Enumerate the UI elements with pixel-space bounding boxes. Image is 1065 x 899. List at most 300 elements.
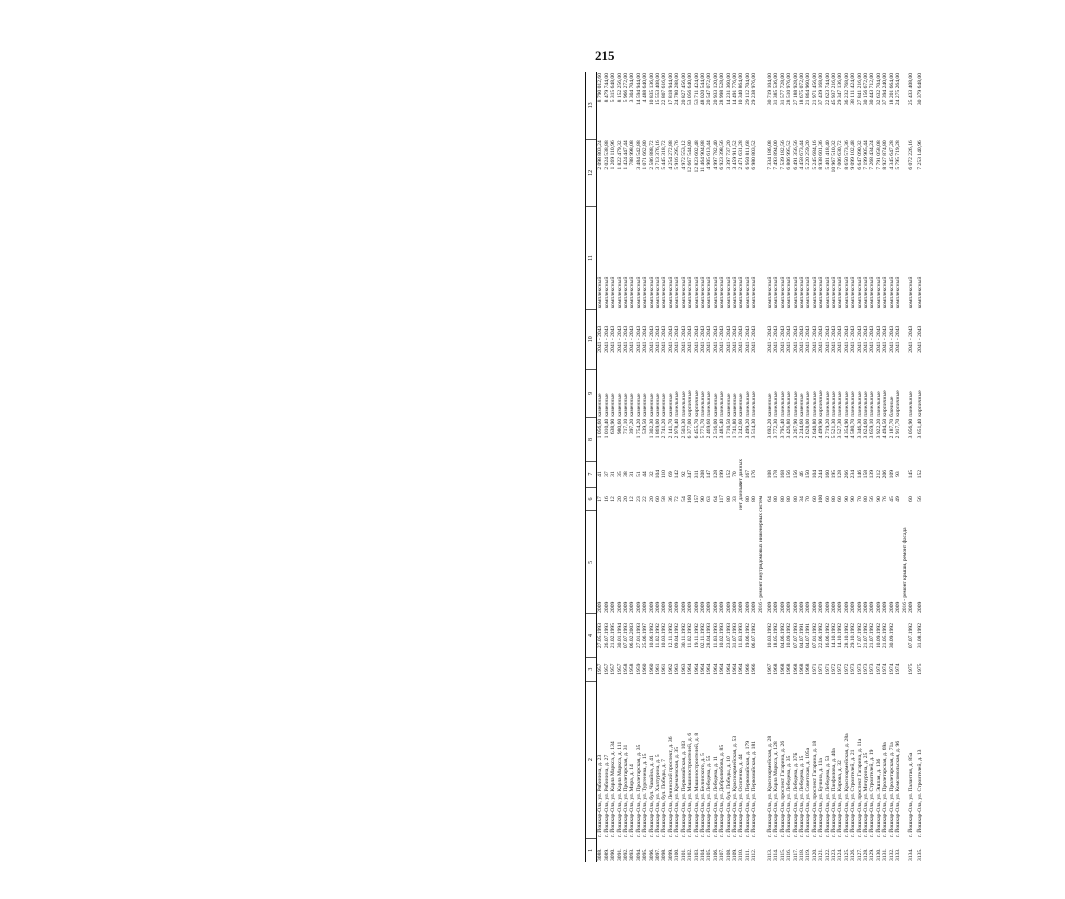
- cell-col-12: 3 459 911,52: [731, 140, 738, 170]
- cell-col-11: комплексный: [719, 276, 726, 309]
- cell-col-6: 20: [623, 496, 630, 502]
- cell-col-4: 07.07.1993: [792, 622, 799, 649]
- cell-col-10: 2041 - 2043: [603, 325, 610, 353]
- cell-col-10: 2041 - 2043: [837, 325, 844, 353]
- cell-col-4: 11.02.1992: [655, 623, 662, 649]
- cell-col-1: 3096.: [648, 848, 655, 861]
- cell-col-10: 2041 - 2043: [661, 325, 668, 353]
- cell-col-4: 26.07.1993: [603, 622, 610, 649]
- cell-col-7: 128: [712, 469, 719, 479]
- cell-col-8: 4 499,90: [818, 418, 825, 439]
- cell-col-10: 2041 - 2043: [719, 325, 726, 353]
- cell-col-13: 30 156 672,00: [863, 73, 870, 106]
- cell-col-7: 32: [648, 471, 655, 477]
- cell-col-7: 206: [882, 469, 889, 479]
- cell-col-8: 3 267,90: [792, 418, 799, 439]
- cell-col-13: 20 827 456,00: [680, 73, 687, 106]
- cell-col-2: г. Йошкар-Ола, ул. Белинского, д. 5: [699, 753, 706, 838]
- cell-col-1: 3133.: [895, 848, 902, 861]
- cell-col-2: г. Йошкар-Ола, ул. Красноармейская, д. 53: [731, 735, 738, 838]
- cell-col-4: 16.06.1992: [824, 622, 831, 649]
- cell-col-2: г. Йошкар-Ола, ул. Красноармейская, д. 28а: [843, 733, 850, 838]
- cell-col-2: г. Йошкар-Ола, ул. Осипенко, д. 44: [738, 754, 745, 838]
- cell-col-10: 2041 - 2043: [773, 325, 780, 353]
- cell-col-11: комплексный: [766, 276, 773, 309]
- cell-col-13: 53 711 424,00: [693, 73, 700, 105]
- cell-col-10: 2041 - 2043: [706, 325, 713, 353]
- cell-col-6: 63: [706, 496, 713, 502]
- cell-col-4: 30.09.1992: [888, 622, 895, 649]
- cell-col-12: 5 916 295,76: [674, 140, 681, 170]
- cell-col-4: 28.10.1992: [843, 622, 850, 649]
- cell-col-9: панельные: [699, 391, 706, 417]
- cell-col-5: 2009: [635, 601, 642, 613]
- cell-col-5: 2009: [661, 601, 668, 613]
- cell-col-12: 6 980 803,52: [751, 140, 758, 170]
- cell-col-8: 1 056,60: [597, 418, 604, 439]
- cell-col-8: 1 710,50: [725, 418, 732, 439]
- cell-col-6: 90: [843, 496, 850, 502]
- cell-col-13: 38 111 424,00: [850, 73, 857, 105]
- cell-col-9: каменные: [635, 393, 642, 417]
- cell-col-4: 21.05.1992: [882, 622, 889, 649]
- cell-col-4: 10.03.1992: [661, 622, 668, 649]
- cell-col-7: 37: [603, 471, 610, 477]
- cell-col-10: 2041 - 2043: [875, 325, 882, 353]
- cell-col-11: комплексный: [642, 276, 649, 309]
- cell-col-6: 58: [661, 496, 668, 502]
- cell-col-7: 158: [863, 469, 870, 479]
- cell-col-7: 38: [623, 471, 630, 477]
- cell-col-7: 146: [856, 469, 863, 479]
- cell-col-5: 2009: [882, 601, 889, 613]
- cell-col-8: 3 624,60: [863, 418, 870, 439]
- cell-col-6: 54: [680, 496, 687, 502]
- cell-col-9: панельные: [837, 391, 844, 417]
- cell-col-11: комплексный: [699, 276, 706, 309]
- cell-col-9: панельные: [875, 391, 882, 417]
- cell-col-13: 22 623 744,00: [824, 73, 831, 106]
- cell-col-2: г. Йошкар-Ола, ул. Рябинина, д. 23: [597, 754, 604, 838]
- cell-col-11: комплексный: [843, 276, 850, 309]
- cell-col-4: 22.06.1992: [818, 622, 825, 649]
- cell-col-5: 2009: [907, 601, 914, 613]
- cell-col-11: комплексный: [786, 276, 793, 309]
- cell-col-4: 04.07.1991: [805, 622, 812, 649]
- cell-col-3: 1968: [773, 663, 780, 675]
- cell-col-13: 4 488 640,00: [642, 73, 649, 103]
- cell-col-13: 14 491 776,00: [731, 73, 738, 106]
- cell-col-12: 6 806 995,52: [786, 140, 793, 170]
- cell-col-4: 06.02.2003: [629, 622, 636, 649]
- cell-col-11: комплексный: [779, 276, 786, 309]
- cell-col-13: 53 056 640,00: [687, 73, 694, 106]
- cell-col-3: 1973: [869, 663, 876, 675]
- cell-col-9: панельные: [805, 391, 812, 417]
- cell-col-1: 3121.: [818, 848, 825, 861]
- cell-col-10: 2041 - 2043: [667, 325, 674, 353]
- cell-col-1: 3118.: [799, 848, 805, 861]
- cell-col-3: 1960: [648, 663, 655, 675]
- cell-col-12: 3 713 376,16: [655, 140, 662, 170]
- cell-col-3: 1964: [738, 663, 745, 675]
- cell-col-4: 10.09.1992: [786, 622, 793, 649]
- cell-col-8: 3 514,30: [751, 418, 758, 439]
- cell-col-11: комплексный: [648, 276, 655, 309]
- cell-col-2: г. Йошкар-Ола, ул. Мира, д. 14: [629, 764, 636, 838]
- cell-col-2: г. Йошкар-Ола, бул. Победы, д. 10: [725, 756, 732, 838]
- cell-col-3: 1957: [610, 663, 617, 675]
- cell-col-5: 2009: [863, 601, 870, 613]
- cell-col-12: 1 822 479,32: [616, 140, 623, 170]
- cell-col-3: 1974: [895, 663, 902, 675]
- cell-col-10: 2041 - 2043: [597, 325, 604, 353]
- cell-col-9: панельные: [680, 391, 687, 417]
- cell-col-11: комплексный: [818, 276, 825, 309]
- cell-col-9: панельные: [773, 391, 780, 417]
- cell-col-1: 3103.: [693, 848, 700, 861]
- cell-col-3: 1966: [751, 663, 758, 675]
- cell-col-2: г. Йошкар-Ола, ул. Палантая, д. 85а: [907, 752, 914, 838]
- cell-col-13: 24 275 264,00: [895, 73, 902, 106]
- cell-col-6: 80: [786, 496, 793, 502]
- cell-col-10: 2041 - 2043: [895, 325, 902, 353]
- cell-col-12: 5 245 684,16: [811, 140, 818, 170]
- cell-col-9: каменные: [738, 393, 745, 417]
- cell-col-2: г. Йошкар-Ола, проспект Гагарина, д. 26: [779, 740, 786, 838]
- cell-col-12: 4 458 673,44: [799, 140, 805, 170]
- cell-col-2: г. Йошкар-Ола, ул. Лебедева, д. 37Б: [792, 752, 799, 838]
- cell-col-11: комплексный: [616, 276, 623, 309]
- cell-col-2: г. Йошкар-Ола, ул. Пролетарская, д. 69а: [882, 742, 889, 838]
- cell-col-2: г. Йошкар-Ола, ул. Кирова, д. 32: [837, 760, 844, 838]
- cell-col-6: 17: [597, 496, 604, 502]
- cell-col-2: г. Йошкар-Ола, ул. Первомайская, д. 179: [744, 740, 751, 838]
- cell-col-9: панельные: [869, 391, 876, 417]
- cell-col-10: 2041 - 2043: [824, 325, 831, 353]
- cell-col-4: 27.05.1993: [597, 622, 604, 649]
- cell-col-4: 21.07.1992: [869, 622, 876, 649]
- cell-col-1: 3099.: [667, 848, 674, 861]
- cell-col-1: 3108.: [725, 848, 732, 861]
- cell-col-11: комплексный: [805, 276, 812, 309]
- cell-col-9: каменные: [629, 393, 636, 417]
- cell-col-2: г. Йошкар-Ола, ул. Красноармейская, д. 28: [766, 735, 773, 838]
- cell-col-4: 29.10.1992: [850, 622, 857, 649]
- cell-col-10: 2041 - 2043: [751, 325, 758, 353]
- cell-col-6: 22: [642, 496, 649, 502]
- cell-col-4: 31.08.1992: [917, 622, 924, 649]
- column-number-9: 9: [586, 369, 597, 418]
- cell-col-3: 1968: [786, 663, 793, 675]
- cell-col-9: кирпичные: [895, 390, 902, 417]
- cell-col-2: г. Йошкар-Ола, Ленинский проспект, д. 36: [667, 736, 674, 838]
- cell-col-8: 2 141,70: [667, 418, 674, 439]
- cell-col-13: 29 238 976,00: [751, 73, 758, 106]
- cell-col-3: 1964: [731, 663, 738, 675]
- cell-col-5: 2009: [792, 601, 799, 613]
- cell-col-6: 56: [917, 496, 924, 502]
- cell-col-6: 80: [725, 496, 732, 502]
- cell-col-2: г. Йошкар-Ола, ул. Лебедева, д. 11: [712, 755, 719, 838]
- cell-col-8: 2 628,00: [805, 418, 812, 439]
- cell-col-2: г. Йошкар-Ола, ул. Пролетарская, д. 35: [635, 744, 642, 838]
- cell-col-11: комплексный: [693, 276, 700, 309]
- cell-col-4: 28.04.1993: [706, 622, 713, 649]
- cell-col-13: 32 632 704,00: [875, 73, 882, 106]
- cell-col-9: панельные: [850, 391, 857, 417]
- cell-col-5: 2009: [687, 601, 694, 613]
- cell-col-3: 1974: [875, 663, 882, 675]
- cell-col-2: г. Йошкар-Ола, бул. Победы, д. 7: [661, 759, 668, 838]
- cell-col-3: 1958: [623, 663, 630, 675]
- cell-col-9: каменные: [731, 393, 738, 417]
- cell-col-13: 37 439 168,00: [818, 73, 825, 106]
- cell-col-5: 2009: [917, 601, 924, 613]
- cell-col-7: 156: [786, 469, 793, 479]
- cell-col-5: 2009: [786, 601, 793, 613]
- cell-col-11: комплексный: [831, 276, 838, 309]
- cell-col-11: комплексный: [882, 276, 889, 309]
- cell-col-6: 16: [603, 496, 610, 502]
- cell-col-2: г. Йошкар-Ола, ул. Комсомольская, д. 96: [895, 740, 902, 838]
- cell-col-11: комплексный: [917, 276, 924, 309]
- cell-col-7: 178: [773, 469, 780, 479]
- cell-col-4: 11.03.1993: [712, 623, 719, 649]
- cell-col-10: 2041 - 2043: [744, 325, 751, 353]
- cell-col-11: комплексный: [680, 276, 687, 309]
- cell-col-7: 150: [805, 469, 812, 479]
- cell-col-10: 2041 - 2043: [818, 325, 825, 353]
- cell-col-13: 17 818 944,00: [667, 73, 674, 106]
- cell-col-13: 20 547 072,00: [706, 73, 713, 106]
- cell-col-3: 1972: [837, 663, 844, 675]
- cell-col-12: 6 072 226,16: [907, 140, 914, 170]
- cell-col-9: каменные: [597, 393, 604, 417]
- cell-col-5: 2009: [766, 601, 773, 613]
- column-number-4: 4: [586, 614, 597, 657]
- cell-col-2: г. Йошкар-Ола, бул. Чавайна, д. 41: [648, 755, 655, 838]
- cell-col-6: 90: [699, 496, 706, 502]
- cell-col-8: 1 741,80: [731, 418, 738, 439]
- cell-col-3: 1957: [616, 663, 623, 675]
- cell-col-8: 2 187,70: [888, 418, 895, 439]
- cell-col-4: 10.06.1992: [648, 622, 655, 649]
- cell-col-7: 347: [687, 469, 694, 479]
- cell-col-4: 23.07.1993: [725, 622, 732, 649]
- cell-col-7: 147: [706, 469, 713, 479]
- cell-col-4: 21.02.1995: [610, 622, 617, 649]
- cell-col-11: комплексный: [667, 276, 674, 309]
- cell-col-5: 2009: [824, 601, 831, 613]
- cell-col-6: 90: [850, 496, 857, 502]
- cell-col-7: 145: [907, 469, 914, 479]
- cell-col-13: 29 112 704,00: [744, 73, 751, 105]
- cell-col-7: 104: [811, 469, 818, 479]
- column-number-1: 1: [586, 838, 597, 862]
- cell-col-11: комплексный: [655, 276, 662, 309]
- cell-col-4: 18.05.1992: [773, 622, 780, 649]
- cell-col-8: 3 692,20: [766, 418, 773, 439]
- cell-col-3: 1959: [635, 663, 642, 675]
- cell-col-10: 2041 - 2043: [869, 325, 876, 353]
- cell-col-11: комплексный: [712, 276, 719, 309]
- cell-col-8: 4 494,50: [882, 418, 889, 439]
- cell-col-9: панельные: [779, 391, 786, 417]
- cell-col-12: 7 199 905,44: [863, 140, 870, 170]
- cell-col-12: 1 269 110,96: [610, 140, 617, 170]
- cell-col-11: комплексный: [751, 276, 758, 309]
- cell-col-8: 2 469,60: [706, 418, 713, 439]
- cell-col-7: 44: [642, 471, 649, 477]
- cell-col-12: 4 997 782,40: [712, 140, 719, 170]
- cell-col-1: 3090.: [610, 848, 617, 861]
- cell-col-3: 1966: [744, 663, 751, 675]
- cell-col-12: 5 795 719,28: [895, 140, 902, 170]
- cell-col-12: 5 401 418,40: [824, 140, 831, 170]
- cell-col-9: панельные: [863, 391, 870, 417]
- cell-col-5: 2009: [623, 601, 630, 613]
- cell-col-10: 2041 - 2043: [738, 325, 745, 353]
- cell-col-12: 6 647 090,32: [856, 140, 863, 170]
- cell-col-7: 195: [831, 469, 838, 479]
- cell-col-3: 1964: [693, 663, 700, 675]
- cell-col-11: комплексный: [863, 276, 870, 309]
- cell-col-9: каменные: [655, 393, 662, 417]
- cell-col-2: г. Йошкар-Ола, ул. Карла Маркса, д. 128: [773, 741, 780, 838]
- cell-col-5: 2009: [667, 601, 674, 613]
- cell-col-3: 1960: [642, 663, 649, 675]
- cell-col-1: 3122.: [824, 848, 831, 861]
- cell-col-1: 3101.: [680, 848, 687, 861]
- cell-col-8: 1 754,20: [635, 418, 642, 439]
- cell-col-2: г. Йошкар-Ола, ул. Первомайская, д. 103: [680, 740, 687, 838]
- cell-col-3: 1972: [843, 663, 850, 675]
- cell-col-9: панельные: [831, 391, 838, 417]
- cell-col-1: 3113.: [766, 848, 773, 861]
- cell-col-13: 31 577 728,00: [779, 73, 786, 106]
- cell-col-7: 208: [699, 469, 706, 479]
- cell-col-7: 176: [751, 469, 758, 479]
- cell-col-6: 80: [751, 496, 758, 502]
- table-row: [597, 72, 604, 862]
- cell-col-11: комплексный: [792, 276, 799, 309]
- cell-col-12: 2 586 888,72: [648, 140, 655, 170]
- cell-col-11: комплексный: [744, 276, 751, 309]
- column-number-2: 2: [586, 681, 597, 838]
- cell-col-3: 1963: [674, 663, 681, 675]
- cell-col-7: 41: [597, 471, 604, 477]
- cell-col-2: г. Йошкар-Ола, ул. Машиностроителей, д. 6: [687, 732, 694, 838]
- cell-col-8: 1 242,60: [738, 418, 745, 439]
- cell-col-8: 980,60: [616, 418, 623, 435]
- cell-col-6: 160: [687, 494, 694, 504]
- cell-col-8: 2 640,80: [811, 418, 818, 439]
- cell-col-6: нет данных: [738, 482, 745, 510]
- cell-col-2: г. Йошкар-Ола, ул. Лебедева, д. 55: [706, 755, 713, 838]
- cell-col-5: 2009: [843, 601, 850, 613]
- cell-col-10: 2041 - 2043: [779, 325, 786, 353]
- cell-col-12: 7 334 186,08: [766, 140, 773, 170]
- cell-col-2: г. Йошкар-Ола, ул. Лебедева, д. 35: [786, 755, 793, 838]
- row-note-text: 2016 - ремонт крыши, ремонт фасада: [901, 527, 908, 613]
- cell-col-7: 128: [837, 469, 844, 479]
- cell-col-8: 2 978,40: [674, 418, 681, 439]
- cell-col-12: 9 099 102,48: [850, 140, 857, 170]
- cell-col-9: каменные: [603, 393, 610, 417]
- cell-col-1: 3095.: [642, 848, 649, 861]
- cell-col-6: 80: [773, 496, 780, 502]
- cell-col-11: комплексный: [706, 276, 713, 309]
- cell-col-1: 3131.: [882, 848, 889, 861]
- cell-col-11: комплексный: [895, 276, 902, 309]
- cell-col-5: 2009: [603, 601, 610, 613]
- cell-col-13: 18 201 664,00: [888, 73, 895, 106]
- cell-col-4: 25.06.1997: [642, 622, 649, 649]
- cell-col-2: г. Йошкар-Ола, ул. Бучина, д. 11а: [818, 758, 825, 838]
- cell-col-2: г. Йошкар-Ола, ул. Халтурина, д. 5: [655, 754, 662, 838]
- column-number-11: 11: [586, 206, 597, 309]
- cell-col-1: 3124.: [837, 848, 844, 861]
- cell-col-4: 31.07.1993: [731, 622, 738, 649]
- cell-col-2: г. Йошкар-Ола, ул. Пролетарская, д. 71а: [888, 742, 895, 838]
- register-rotated: [585, 72, 1065, 862]
- cell-col-13: 5 966 272,00: [623, 73, 630, 103]
- cell-col-6: 23: [635, 496, 642, 502]
- cell-col-13: 15 553 408,00: [655, 73, 662, 106]
- cell-col-1: 3100.: [674, 848, 681, 861]
- cell-col-8: 2 516,00: [712, 418, 719, 439]
- cell-col-2: г. Йошкар-Ола, ул. Машиностроителей, д. 8: [693, 732, 700, 838]
- cell-col-8: 638,90: [610, 418, 617, 435]
- cell-col-2: г. Йошкар-Ола, ул. Тургенева, д. 15: [642, 753, 649, 838]
- cell-col-7: 212: [875, 469, 882, 479]
- cell-col-4: 19.11.1992: [693, 623, 700, 649]
- cell-col-10: 2041 - 2043: [863, 325, 870, 353]
- column-number-8: 8: [586, 418, 597, 461]
- cell-col-12: 7 253 140,96: [917, 140, 924, 170]
- cell-col-8: 3 651,40: [917, 418, 924, 439]
- cell-col-11: комплексный: [824, 276, 831, 309]
- cell-col-1: 3092.: [623, 848, 630, 861]
- cell-col-5: 2009: [706, 601, 713, 613]
- cell-col-9: панельные: [856, 391, 863, 417]
- cell-col-12: 2 024 538,88: [603, 140, 610, 170]
- cell-col-13: 30 379 648,00: [917, 73, 924, 106]
- cell-col-10: 2041 - 2043: [610, 325, 617, 353]
- cell-col-2: г. Йошкар-Ола, ул. Панфилова, д. 40а: [831, 748, 838, 838]
- cell-col-3: 1967: [766, 663, 773, 675]
- cell-col-9: каменные: [725, 393, 732, 417]
- cell-col-10: 2041 - 2043: [917, 325, 924, 353]
- cell-col-13: 45 937 216,00: [831, 73, 838, 106]
- cell-col-11: комплексный: [875, 276, 882, 309]
- cell-col-3: 1975: [917, 663, 924, 675]
- cell-col-13: 28 998 528,00: [719, 73, 726, 106]
- cell-col-5: 2009: [837, 601, 844, 613]
- cell-col-7: 108: [766, 469, 773, 479]
- cell-col-11: комплексный: [811, 276, 818, 309]
- cell-col-1: 3123.: [831, 848, 838, 861]
- cell-col-8: 3 056,90: [907, 418, 914, 439]
- cell-col-9: панельные: [674, 391, 681, 417]
- cell-col-8: 3 659,10: [869, 418, 876, 439]
- cell-col-13: 8 479 744,00: [603, 73, 610, 103]
- cell-col-1: 3125.: [843, 848, 850, 861]
- cell-col-7: 35: [616, 471, 623, 477]
- cell-col-1: 3107.: [719, 848, 726, 861]
- cell-col-13: 18 675 072,00: [799, 73, 805, 106]
